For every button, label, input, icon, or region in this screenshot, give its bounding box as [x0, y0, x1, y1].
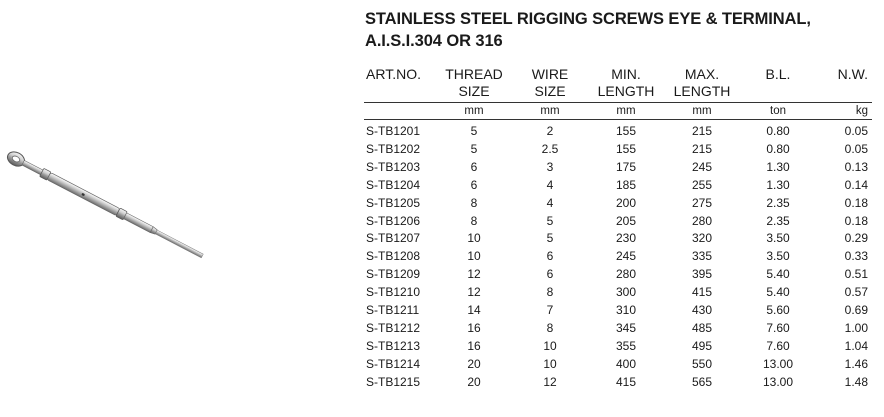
header-thread-size-line1: THREAD [445, 66, 503, 82]
cell-thread-size: 10 [467, 249, 481, 264]
cell-art-no: S-TB1206 [366, 213, 421, 228]
cell-art-no: S-TB1204 [366, 177, 421, 192]
title-line-2: A.I.S.I.304 OR 316 [365, 32, 503, 50]
cell-net-weight: 0.33 [844, 249, 868, 264]
cell-thread-size: 12 [467, 267, 481, 282]
cell-wire-size: 4 [546, 195, 554, 210]
table-row [364, 123, 872, 141]
table-row [364, 230, 872, 248]
cell-art-no: S-TB1209 [366, 267, 421, 282]
table-body [364, 123, 872, 392]
cell-min-length: 245 [615, 249, 637, 264]
table-row [364, 213, 872, 231]
title-line-1: STAINLESS STEEL RIGGING SCREWS EYE & TERMINAL, [365, 10, 811, 28]
cell-net-weight: 0.57 [844, 285, 868, 300]
cell-breaking-load: 0.80 [766, 141, 790, 156]
header-min-length-line1: MIN. [611, 66, 641, 82]
header-wire-size-line2: SIZE [534, 83, 566, 99]
table-row [364, 284, 872, 302]
header-max-length [664, 66, 740, 103]
cell-max-length: 485 [691, 320, 713, 335]
table-row [364, 177, 872, 195]
cell-min-length: 415 [615, 374, 637, 389]
cell-min-length: 155 [615, 141, 637, 156]
specifications-table [364, 66, 872, 392]
cell-art-no: S-TB1213 [366, 338, 421, 353]
table-row [364, 266, 872, 284]
table-row [364, 320, 872, 338]
units-row [364, 103, 872, 120]
cell-wire-size: 8 [546, 285, 554, 300]
header-min-length [588, 66, 664, 103]
table-row [364, 374, 872, 392]
table-row [364, 338, 872, 356]
cell-net-weight: 0.18 [844, 195, 868, 210]
cell-breaking-load: 5.60 [766, 303, 790, 318]
header-wire-size-line1: WIRE [531, 66, 569, 82]
cell-breaking-load: 13.00 [762, 356, 794, 371]
cell-wire-size: 2 [546, 124, 554, 138]
cell-thread-size: 8 [470, 213, 478, 228]
cell-thread-size: 5 [470, 124, 478, 138]
unit-net-weight: kg [816, 103, 872, 120]
header-net-weight-line1: N.W. [837, 66, 868, 82]
cell-min-length: 185 [615, 177, 637, 192]
cell-thread-size: 8 [470, 195, 478, 210]
cell-net-weight: 0.69 [844, 303, 868, 318]
cell-net-weight: 1.04 [844, 338, 868, 353]
cell-wire-size: 4 [546, 177, 554, 192]
cell-thread-size: 14 [467, 303, 481, 318]
cell-thread-size: 16 [467, 320, 481, 335]
cell-net-weight: 0.51 [844, 267, 868, 282]
cell-wire-size: 7 [546, 303, 554, 318]
cell-max-length: 280 [691, 213, 713, 228]
table-row [364, 141, 872, 159]
cell-min-length: 300 [615, 285, 637, 300]
cell-wire-size: 10 [543, 338, 557, 353]
cell-art-no: S-TB1211 [366, 303, 420, 318]
cell-max-length: 245 [691, 159, 713, 174]
cell-min-length: 200 [615, 195, 637, 210]
table-row [364, 248, 872, 266]
header-row [364, 66, 872, 103]
unit-wire-size: mm [512, 103, 588, 120]
cell-wire-size: 6 [546, 249, 554, 264]
cell-wire-size: 8 [546, 320, 554, 335]
header-thread-size [436, 66, 512, 103]
cell-art-no: S-TB1212 [366, 320, 421, 335]
rigging-screw-image [0, 125, 220, 275]
cell-min-length: 280 [615, 267, 637, 282]
cell-breaking-load: 2.35 [766, 195, 790, 210]
cell-min-length: 230 [615, 231, 637, 246]
page-title [365, 8, 865, 52]
header-wire-size [512, 66, 588, 103]
unit-max-length: mm [664, 103, 740, 120]
header-breaking-load-line1: B.L. [765, 66, 791, 82]
cell-wire-size: 10 [543, 356, 557, 371]
header-net-weight [816, 66, 872, 103]
cell-net-weight: 0.05 [844, 124, 868, 138]
cell-breaking-load: 3.50 [766, 231, 790, 246]
cell-max-length: 255 [691, 177, 713, 192]
cell-min-length: 175 [615, 159, 637, 174]
cell-art-no: S-TB1210 [366, 285, 421, 300]
cell-max-length: 565 [691, 374, 713, 389]
cell-min-length: 310 [615, 303, 637, 318]
header-breaking-load [740, 66, 816, 103]
cell-breaking-load: 1.30 [766, 159, 790, 174]
unit-min-length: mm [588, 103, 664, 120]
cell-max-length: 320 [691, 231, 713, 246]
cell-max-length: 215 [691, 124, 713, 138]
cell-max-length: 335 [691, 249, 713, 264]
cell-net-weight: 0.29 [844, 231, 868, 246]
unit-art-no [364, 103, 436, 120]
cell-thread-size: 6 [470, 177, 478, 192]
cell-thread-size: 20 [467, 356, 481, 371]
header-min-length-line2: LENGTH [597, 83, 655, 99]
unit-breaking-load: ton [740, 103, 816, 120]
table-row [364, 195, 872, 213]
cell-wire-size: 12 [543, 374, 557, 389]
cell-breaking-load: 13.00 [762, 374, 794, 389]
cell-breaking-load: 5.40 [766, 267, 790, 282]
table-row [364, 356, 872, 374]
cell-wire-size: 6 [546, 267, 554, 282]
cell-wire-size: 5 [546, 231, 554, 246]
cell-art-no: S-TB1215 [366, 374, 421, 389]
table-row [364, 302, 872, 320]
cell-art-no: S-TB1205 [366, 195, 421, 210]
header-art-no [364, 66, 436, 103]
cell-art-no: S-TB1207 [366, 231, 421, 246]
cell-wire-size: 3 [546, 159, 554, 174]
cell-net-weight: 0.14 [844, 177, 868, 192]
cell-net-weight: 0.05 [844, 141, 868, 156]
cell-max-length: 215 [691, 141, 713, 156]
cell-wire-size: 5 [546, 213, 554, 228]
cell-min-length: 205 [615, 213, 637, 228]
cell-net-weight: 0.13 [844, 159, 868, 174]
cell-breaking-load: 3.50 [766, 249, 790, 264]
cell-breaking-load: 1.30 [766, 177, 790, 192]
cell-max-length: 275 [691, 195, 713, 210]
cell-min-length: 155 [615, 124, 637, 138]
cell-thread-size: 5 [470, 141, 478, 156]
cell-art-no: S-TB1203 [366, 159, 421, 174]
unit-thread-size: mm [436, 103, 512, 120]
cell-breaking-load: 2.35 [766, 213, 790, 228]
header-thread-size-line2: SIZE [458, 83, 490, 99]
cell-breaking-load: 7.60 [766, 338, 790, 353]
cell-thread-size: 20 [467, 374, 481, 389]
cell-net-weight: 1.46 [844, 356, 868, 371]
cell-min-length: 400 [615, 356, 637, 371]
header-max-length-line1: MAX. [684, 66, 720, 82]
cell-thread-size: 6 [470, 159, 478, 174]
cell-min-length: 345 [615, 320, 637, 335]
cell-art-no: S-TB1208 [366, 249, 421, 264]
cell-art-no: S-TB1214 [366, 356, 421, 371]
cell-breaking-load: 7.60 [766, 320, 790, 335]
cell-net-weight: 1.00 [844, 320, 868, 335]
table-row [364, 159, 872, 177]
cell-max-length: 550 [691, 356, 713, 371]
cell-art-no: S-TB1202 [366, 141, 421, 156]
cell-thread-size: 16 [467, 338, 481, 353]
cell-max-length: 430 [691, 303, 713, 318]
cell-breaking-load: 0.80 [766, 124, 790, 138]
cell-wire-size: 2.5 [541, 141, 559, 156]
cell-max-length: 495 [691, 338, 713, 353]
header-art-no-line1: ART.NO. [366, 66, 421, 82]
cell-min-length: 355 [615, 338, 637, 353]
cell-thread-size: 12 [467, 285, 481, 300]
cell-net-weight: 1.48 [844, 374, 868, 389]
cell-thread-size: 10 [467, 231, 481, 246]
cell-net-weight: 0.18 [844, 213, 868, 228]
cell-art-no: S-TB1201 [366, 124, 421, 138]
header-max-length-line2: LENGTH [673, 83, 731, 99]
cell-max-length: 415 [691, 285, 713, 300]
cell-max-length: 395 [691, 267, 713, 282]
cell-breaking-load: 5.40 [766, 285, 790, 300]
